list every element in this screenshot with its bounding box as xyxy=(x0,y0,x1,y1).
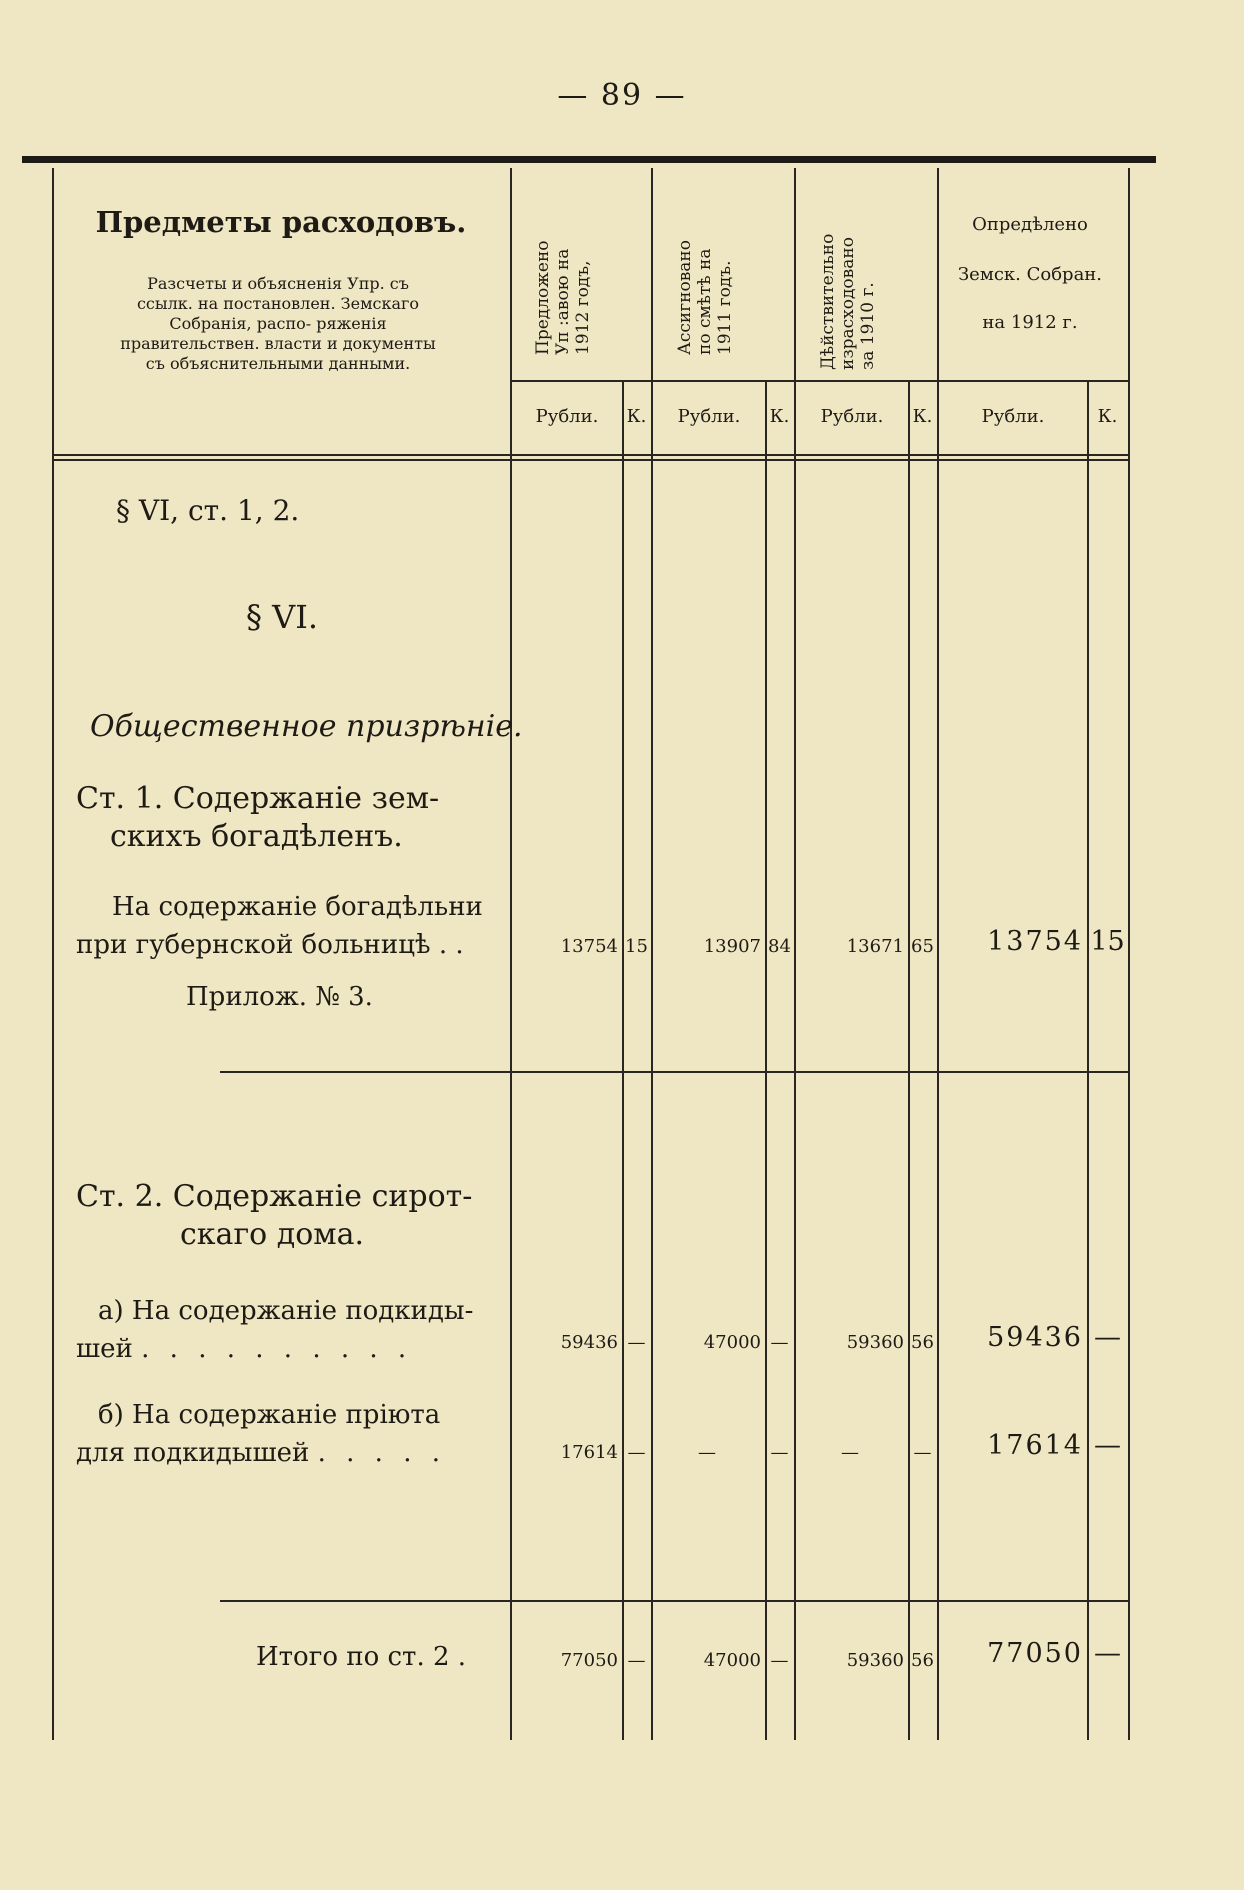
art1-title: Ст. 1. Содержаніе зем- скихъ богадѣленъ. xyxy=(76,781,440,854)
spent-kop: 56 xyxy=(911,1332,934,1353)
proposed-rub: 59436 xyxy=(560,1332,618,1353)
col-assigned-title: Ассигновано по смѣтѣ на 1911 годъ. xyxy=(675,240,735,355)
unit-rub-4: Рубли. xyxy=(981,406,1045,427)
proposed-rub: 17614 xyxy=(560,1442,618,1463)
assigned-rub: — xyxy=(698,1442,716,1463)
assigned-rub: 47000 xyxy=(703,1332,761,1353)
determined-kop: — xyxy=(1094,1322,1121,1353)
proposed-rub: 77050 xyxy=(560,1650,618,1671)
assigned-kop: — xyxy=(770,1650,789,1671)
col-proposed-title: Предложено Уп :авою на 1912 годъ, xyxy=(533,240,593,355)
unit-kop-3: К. xyxy=(912,406,933,427)
spent-rub: 13671 xyxy=(846,936,904,957)
spent-rub: — xyxy=(841,1442,859,1463)
determined-kop: 15 xyxy=(1090,926,1125,957)
spent-kop: 56 xyxy=(911,1650,934,1671)
page-number: — 89 — xyxy=(557,78,687,113)
art2-item-b: б) На содержаніе пріюта для подкидышей . . . . . xyxy=(76,1400,447,1468)
assigned-rub: 47000 xyxy=(703,1650,761,1671)
section-name: Общественное призрѣніе. xyxy=(90,709,523,744)
header-description: Разсчеты и объясненія Упр. съ ссылк. на постановлен. Земскаго Собранія, распо- ряженія правительствен. власти и документы съ объяснительными данными. xyxy=(120,274,436,373)
separator-line xyxy=(220,1071,1130,1073)
separator-line xyxy=(220,1600,1130,1602)
unit-kop-2: К. xyxy=(769,406,790,427)
table-border-right xyxy=(1128,168,1130,1740)
determined-rub: 59436 xyxy=(987,1322,1083,1353)
assigned-rub: 13907 xyxy=(703,936,761,957)
col-determined-title-2: Земск. Собран. xyxy=(957,264,1103,285)
unit-kop-1: К. xyxy=(626,406,647,427)
assigned-kop: 84 xyxy=(768,936,791,957)
proposed-kop: 15 xyxy=(625,936,648,957)
assigned-kop: — xyxy=(770,1442,789,1463)
unit-rub-2: Рубли. xyxy=(677,406,741,427)
header-sub-rule xyxy=(510,380,1130,382)
art1-annex: Прилож. № 3. xyxy=(186,982,373,1012)
determined-kop: — xyxy=(1094,1430,1121,1461)
col-divider xyxy=(765,380,767,1740)
spent-rub: 59360 xyxy=(846,1650,904,1671)
top-rule xyxy=(22,156,1156,163)
unit-kop-4: К. xyxy=(1097,406,1118,427)
total-label: Итого по ст. 2 . xyxy=(256,1642,467,1672)
header-title: Предметы расходовъ. xyxy=(95,205,467,239)
spent-kop: — xyxy=(913,1442,932,1463)
determined-rub: 77050 xyxy=(987,1638,1083,1669)
section-ref: § VI, ст. 1, 2. xyxy=(116,494,300,527)
spent-kop: 65 xyxy=(911,936,934,957)
determined-rub: 13754 xyxy=(987,926,1083,957)
col-divider xyxy=(622,380,624,1740)
determined-rub: 17614 xyxy=(987,1430,1083,1461)
art2-item-a: а) На содержаніе подкиды- шей . . . . . . . . . . xyxy=(76,1296,474,1364)
col-divider xyxy=(908,380,910,1740)
unit-rub-3: Рубли. xyxy=(820,406,884,427)
table-border-left xyxy=(52,168,54,1740)
proposed-kop: — xyxy=(627,1442,646,1463)
col-spent-title: Дѣйствительно израсходовано за 1910 г. xyxy=(818,233,878,370)
proposed-rub: 13754 xyxy=(560,936,618,957)
header-bottom-rule-2 xyxy=(52,459,1130,461)
art1-item: На содержаніе богадѣльни при губернской больницѣ . . xyxy=(76,892,483,960)
spent-rub: 59360 xyxy=(846,1332,904,1353)
unit-rub-1: Рубли. xyxy=(535,406,599,427)
section-title: § VI. xyxy=(246,598,319,636)
col-divider xyxy=(1087,380,1089,1740)
proposed-kop: — xyxy=(627,1332,646,1353)
assigned-kop: — xyxy=(770,1332,789,1353)
col-determined-title-3: на 1912 г. xyxy=(982,312,1078,333)
art2-title: Ст. 2. Содержаніе сирот- скаго дома. xyxy=(76,1179,473,1252)
col-determined-title-1: Опредѣлено xyxy=(972,214,1088,235)
header-bottom-rule xyxy=(52,454,1130,456)
proposed-kop: — xyxy=(627,1650,646,1671)
determined-kop: — xyxy=(1094,1638,1121,1669)
